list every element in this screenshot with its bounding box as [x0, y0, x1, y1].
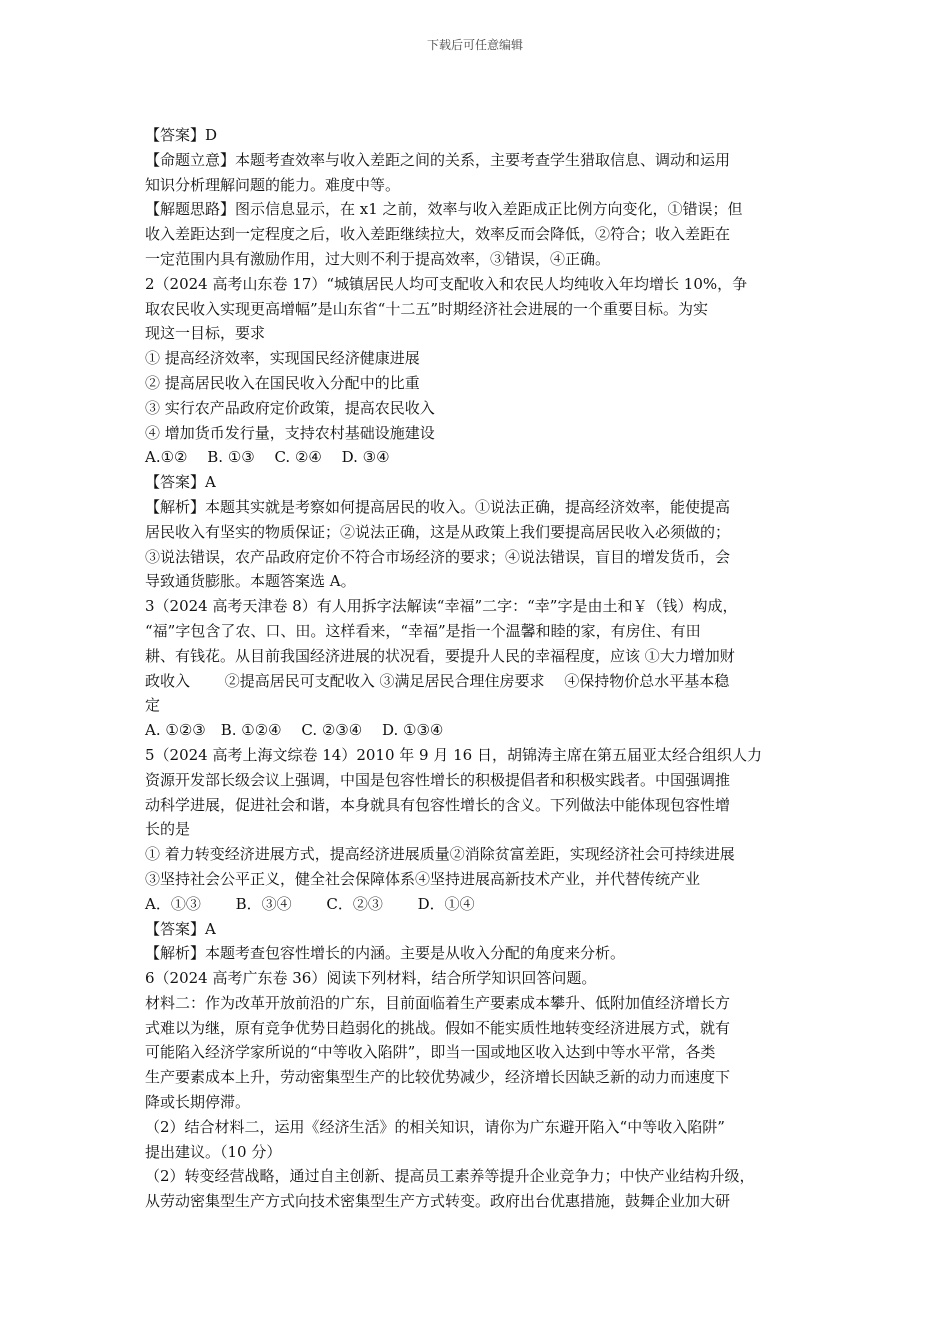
text-line: 降或长期停滞。 — [145, 1093, 251, 1112]
text-line: 耕、有钱花。从目前我国经济进展的状况看，要提升人民的幸福程度，应该 ①大力增加财 — [145, 646, 735, 665]
text-line: 定 — [145, 696, 161, 715]
text-line: （2）结合材料二，运用《经济生活》的相关知识，请你为广东避开陷入“中等收入陷阱” — [145, 1117, 725, 1136]
text-line: 材料二：作为改革开放前沿的广东，目前面临着生产要素成本攀升、低附加值经济增长方 — [145, 993, 731, 1012]
text-line: “福”字包含了农、口、田。这样看来，“幸福”是指一个温馨和睦的家，有房住、有田 — [145, 621, 701, 640]
text-line: 导致通货膨胀。本题答案选 A。 — [145, 572, 356, 591]
text-line: 资源开发部长级会议上强调，中国是包容性增长的积极提倡者和积极实践者。中国强调推 — [145, 770, 731, 789]
text-line: 【答案】A — [145, 919, 216, 938]
text-line: 【解析】本题考查包容性增长的内涵。主要是从收入分配的角度来分析。 — [145, 944, 626, 963]
text-line: 【解析】本题其实就是考察如何提高居民的收入。①说法正确，提高经济效率，能使提高 — [145, 497, 731, 516]
text-line: 收入差距达到一定程度之后，收入差距继续拉大，效率反而会降低，②符合；收入差距在 — [145, 225, 731, 244]
text-line: ② 提高居民收入在国民收入分配中的比重 — [145, 373, 420, 392]
text-line: 式难以为继，原有竞争优势日趋弱化的挑战。假如不能实质性地转变经济进展方式，就有 — [145, 1018, 731, 1037]
text-line: 2（2024 高考山东卷 17）“城镇居民人均可支配收入和农民人均纯收入年均增长 10%，争 — [145, 274, 748, 293]
text-line: 政收入 ②提高居民可支配收入 ③满足居民合理住房要求 ④保持物价总水平基本稳 — [145, 671, 730, 690]
text-line: 知识分析理解问题的能力。难度中等。 — [145, 175, 401, 194]
text-line: 6（2024 高考广东卷 36）阅读下列材料，结合所学知识回答问题。 — [145, 969, 597, 988]
text-line: ④ 增加货币发行量，支持农村基础设施建设 — [145, 423, 435, 442]
text-line: ③说法错误，农产品政府定价不符合市场经济的要求；④说法错误，盲目的增发货币，会 — [145, 547, 731, 566]
text-line: 【解题思路】图示信息显示，在 x1 之前，效率与收入差距成正比例方向变化，①错误；但 — [145, 200, 743, 219]
text-line: A.①② B. ①③ C. ②④ D. ③④ — [145, 448, 390, 467]
text-line: A．①③ B．③④ C．②③ D．①④ — [145, 894, 475, 913]
text-line: 【答案】D — [145, 126, 218, 144]
text-line: 可能陷入经济学家所说的“中等收入陷阱”，即当一国或地区收入达到中等水平常，各类 — [145, 1043, 716, 1062]
text-line: 5（2024 高考上海文综卷 14）2010 年 9 月 16 日，胡锦涛主席在第五届亚太经合组织人力 — [145, 745, 762, 764]
text-line: 提出建议。（10 分） — [145, 1142, 282, 1161]
text-line: 取农民收入实现更高增幅”是山东省“十二五”时期经济社会进展的一个重要目标。为实 — [145, 299, 709, 318]
text-line: 【命题立意】本题考查效率与收入差距之间的关系，主要考查学生猎取信息、调动和运用 — [145, 150, 731, 169]
text-line: 一定范围内具有激励作用，过大则不利于提高效率，③错误，④正确。 — [145, 249, 611, 268]
text-line: 3（2024 高考天津卷 8）有人用拆字法解读“幸福”二字：“幸”字是由土和￥（钱）构成， — [145, 597, 738, 616]
text-line: 现这一目标，要求 — [145, 324, 266, 343]
text-line: 【答案】A — [145, 473, 216, 492]
text-line: （2）转变经营战略，通过自主创新、提高员工素养等提升企业竞争力；中快产业结构升级， — [145, 1167, 755, 1186]
text-line: ③坚持社会公平正义，健全社会保障体系④坚持进展高新技术产业，并代替传统产业 — [145, 869, 701, 888]
document-body — [145, 123, 807, 1214]
text-line: ① 着力转变经济进展方式，提高经济进展质量②消除贫富差距，实现经济社会可持续进展 — [145, 845, 735, 864]
text-line: 从劳动密集型生产方式向技术密集型生产方式转变。政府出台优惠措施，鼓舞企业加大研 — [145, 1192, 731, 1211]
text-line: 动科学进展，促进社会和谐，本身就具有包容性增长的含义。下列做法中能体现包容性增 — [145, 795, 731, 814]
text-line: 长的是 — [145, 820, 191, 839]
text-line: 居民收入有坚实的物质保证；②说法正确，这是从政策上我们要提高居民收入必须做的； — [145, 522, 731, 541]
text-line: A. ①②③ B. ①②④ C. ②③④ D. ①③④ — [145, 721, 444, 740]
page-header: 下载后可任意编辑 — [426, 38, 523, 52]
text-line: ① 提高经济效率，实现国民经济健康进展 — [145, 349, 420, 368]
text-line: ③ 实行农产品政府定价政策，提高农民收入 — [145, 398, 435, 417]
text-line: 生产要素成本上升，劳动密集型生产的比较优势减少，经济增长因缺乏新的动力而速度下 — [145, 1068, 731, 1087]
